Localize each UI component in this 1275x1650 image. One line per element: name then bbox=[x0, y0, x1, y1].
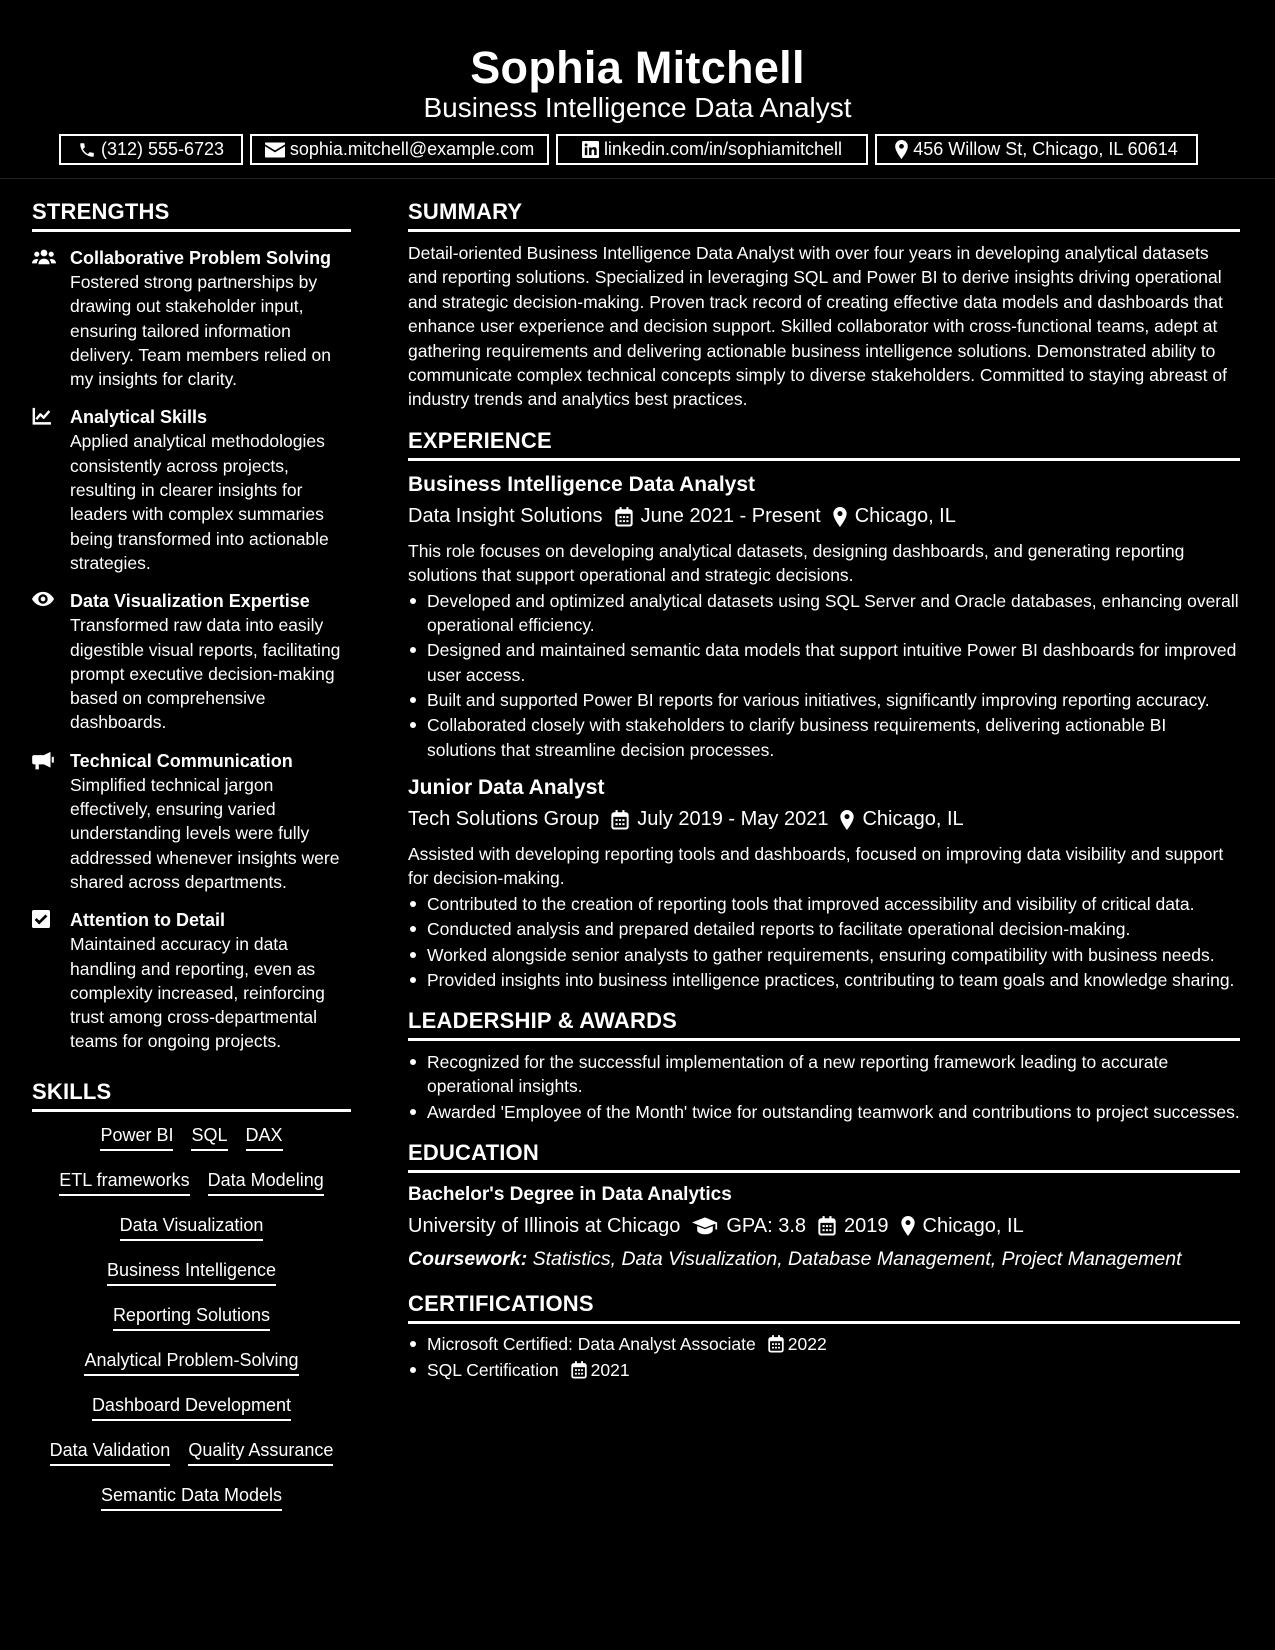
strength-title: Data Visualization Expertise bbox=[70, 591, 310, 612]
skill-tag: Dashboard Development bbox=[92, 1394, 291, 1421]
job-title: Business Intelligence Data Analyst bbox=[408, 472, 756, 496]
calendar-icon bbox=[571, 1361, 587, 1379]
experience-heading: EXPERIENCE bbox=[408, 428, 1240, 461]
strength-title: Attention to Detail bbox=[70, 910, 225, 931]
phone-text: (312) 555-6723 bbox=[100, 139, 225, 159]
job-bullets bbox=[408, 892, 1240, 992]
strength-desc: Simplified technical jargon effectively, ensuring varied understanding levels were fully addressed whenever insights were shared across departments. bbox=[70, 774, 340, 892]
edu-year: 2019 bbox=[844, 1214, 889, 1237]
leadership-heading: LEADERSHIP & AWARDS bbox=[408, 1008, 1240, 1041]
envelope-icon bbox=[265, 142, 285, 158]
skill-tag: Data Modeling bbox=[208, 1169, 324, 1196]
eye-icon bbox=[32, 591, 54, 607]
address-text: 456 Willow St, Chicago, IL 60614 bbox=[913, 139, 1178, 159]
contact-linkedin[interactable] bbox=[556, 134, 868, 165]
job-company: Tech Solutions Group bbox=[408, 808, 600, 831]
map-pin-icon bbox=[895, 140, 908, 159]
skill-tag: DAX bbox=[246, 1124, 283, 1151]
job-bullet: Collaborated closely with stakeholders to clarify business requirements, delivering actionable BI solutions that streamline decision processes. bbox=[408, 713, 1240, 762]
skill-tag: Semantic Data Models bbox=[101, 1484, 282, 1511]
job-bullets bbox=[408, 589, 1240, 762]
skill-tag: Quality Assurance bbox=[188, 1439, 333, 1466]
job-entry bbox=[408, 471, 1240, 762]
skill-tag: Data Validation bbox=[50, 1439, 171, 1466]
strength-item bbox=[32, 405, 351, 575]
certifications-heading: CERTIFICATIONS bbox=[408, 1291, 1240, 1324]
job-entry bbox=[408, 774, 1240, 992]
contact-phone[interactable] bbox=[59, 134, 243, 165]
edu-location: Chicago, IL bbox=[922, 1214, 1024, 1237]
contact-address[interactable] bbox=[875, 134, 1198, 165]
education-heading: EDUCATION bbox=[408, 1140, 1240, 1173]
job-dates: June 2021 - Present bbox=[640, 505, 821, 528]
header bbox=[0, 0, 1275, 179]
job-title: Junior Data Analyst bbox=[408, 775, 605, 799]
strength-desc: Applied analytical methodologies consistently across projects, resulting in clearer insights for leaders with complex summaries being transformed into actionable strategies. bbox=[70, 431, 329, 573]
job-bullet: Developed and optimized analytical datasets using SQL Server and Oracle databases, enhancing overall operational efficiency. bbox=[408, 589, 1240, 638]
job-bullet: Designed and maintained semantic data models that support intuitive Power BI dashboards for improved user access. bbox=[408, 638, 1240, 687]
cert-year: 2022 bbox=[787, 1334, 827, 1354]
users-icon bbox=[32, 248, 56, 266]
edu-degree: Bachelor's Degree in Data Analytics bbox=[408, 1184, 732, 1205]
map-pin-icon bbox=[840, 810, 854, 830]
megaphone-icon bbox=[32, 751, 54, 771]
calendar-icon bbox=[768, 1335, 784, 1353]
email-text: sophia.mitchell@example.com bbox=[289, 139, 535, 159]
summary-text: Detail-oriented Business Intelligence Data Analyst with over four years in developing analytical datasets and reporting solutions. Specialized in leveraging SQL and Power BI to derive insights driving operational and strategic decision-making. Proven track record of creating effective data models and dashboards that enhance user experience and decision support. Skilled collaborator with cross-functional teams, adept at gathering requirements and delivering actionable business intelligence solutions. Demonstrated ability to communicate complex technical concepts simply to diverse stakeholders. Committed to staying abreast of industry trends and analytics best practices. bbox=[408, 243, 1227, 410]
job-bullet: Worked alongside senior analysts to gather requirements, ensuring compatibility with business needs. bbox=[408, 943, 1240, 967]
skills-list bbox=[32, 1124, 351, 1529]
education-entry bbox=[408, 1183, 1240, 1273]
chart-line-icon bbox=[32, 407, 52, 425]
job-meta bbox=[408, 804, 1240, 836]
job-description: This role focuses on developing analytical datasets, designing dashboards, and generating reporting solutions that support operational and strategic decisions. bbox=[408, 540, 1185, 585]
job-location: Chicago, IL bbox=[854, 505, 956, 528]
skill-tag: Business Intelligence bbox=[107, 1259, 276, 1286]
job-description: Assisted with developing reporting tools and dashboards, focused on improving data visibility and support for decision-making. bbox=[408, 843, 1224, 888]
cert-name: Microsoft Certified: Data Analyst Associate bbox=[427, 1334, 756, 1354]
contact-email[interactable] bbox=[250, 134, 549, 165]
certifications-list bbox=[408, 1332, 1240, 1383]
strength-item bbox=[32, 589, 351, 734]
calendar-icon bbox=[611, 810, 629, 830]
summary-heading: SUMMARY bbox=[408, 199, 1240, 232]
map-pin-icon bbox=[833, 507, 847, 527]
cert-item bbox=[408, 1358, 1240, 1382]
right-column bbox=[408, 199, 1240, 1384]
contact-bar bbox=[59, 134, 1205, 165]
edu-meta bbox=[408, 1211, 1240, 1241]
strength-item bbox=[32, 749, 351, 894]
strength-title: Analytical Skills bbox=[70, 407, 208, 428]
job-bullet: Provided insights into business intelligence practices, contributing to team goals and knowledge sharing. bbox=[408, 968, 1240, 992]
skill-tag: SQL bbox=[191, 1124, 227, 1151]
job-company: Data Insight Solutions bbox=[408, 505, 603, 528]
skill-tag: Power BI bbox=[100, 1124, 173, 1151]
checkbox-icon bbox=[32, 910, 50, 928]
edu-coursework bbox=[408, 1245, 1240, 1273]
cert-item bbox=[408, 1332, 1240, 1356]
job-bullet: Contributed to the creation of reporting tools that improved accessibility and visibility of critical data. bbox=[408, 892, 1240, 916]
candidate-title: Business Intelligence Data Analyst bbox=[423, 92, 852, 123]
skill-tag: Data Visualization bbox=[120, 1214, 264, 1241]
left-column bbox=[32, 199, 351, 1529]
edu-school: University of Illinois at Chicago bbox=[408, 1214, 681, 1237]
leadership-bullets bbox=[408, 1050, 1240, 1124]
candidate-name: Sophia Mitchell bbox=[470, 42, 805, 93]
cert-year: 2021 bbox=[590, 1360, 630, 1381]
leadership-bullet: Awarded 'Employee of the Month' twice for outstanding teamwork and contributions to project successes. bbox=[408, 1100, 1240, 1124]
skills-heading: SKILLS bbox=[32, 1079, 351, 1112]
strengths-heading: STRENGTHS bbox=[32, 199, 351, 232]
calendar-icon bbox=[818, 1216, 836, 1236]
skill-tag: Reporting Solutions bbox=[113, 1304, 270, 1331]
skill-tag: ETL frameworks bbox=[59, 1169, 189, 1196]
map-pin-icon bbox=[901, 1216, 915, 1236]
coursework-label: Coursework: bbox=[408, 1248, 528, 1270]
graduation-cap-icon bbox=[692, 1216, 718, 1236]
job-meta bbox=[408, 501, 1240, 533]
edu-gpa: GPA: 3.8 bbox=[726, 1214, 807, 1237]
coursework-list: Statistics, Data Visualization, Database Management, Project Management bbox=[532, 1248, 1182, 1270]
strength-desc: Transformed raw data into easily digestible visual reports, facilitating prompt executive decision-making based on comprehensive dashboards. bbox=[70, 615, 341, 733]
cert-name: SQL Certification bbox=[427, 1360, 559, 1381]
phone-icon bbox=[78, 141, 96, 159]
strength-item bbox=[32, 246, 351, 391]
job-location: Chicago, IL bbox=[862, 808, 964, 831]
strength-title: Collaborative Problem Solving bbox=[70, 248, 332, 268]
strength-item bbox=[32, 908, 351, 1053]
strength-desc: Fostered strong partnerships by drawing out stakeholder input, ensuring tailored information delivery. Team members relied on my insights for clarity. bbox=[70, 272, 331, 390]
strength-title: Technical Communication bbox=[70, 750, 293, 771]
linkedin-text: linkedin.com/in/sophiamitchell bbox=[603, 139, 843, 159]
calendar-icon bbox=[615, 507, 633, 527]
linkedin-icon bbox=[582, 141, 599, 158]
job-bullet: Conducted analysis and prepared detailed reports to facilitate operational decision-making. bbox=[408, 917, 1240, 941]
job-bullet: Built and supported Power BI reports for various initiatives, significantly improving reporting accuracy. bbox=[408, 688, 1240, 712]
job-dates: July 2019 - May 2021 bbox=[637, 808, 829, 831]
leadership-bullet: Recognized for the successful implementation of a new reporting framework leading to accurate operational insights. bbox=[408, 1050, 1240, 1099]
skill-tag: Analytical Problem-Solving bbox=[84, 1349, 298, 1376]
strength-desc: Maintained accuracy in data handling and reporting, even as complexity increased, reinforcing trust among cross-departmental teams for ongoing projects. bbox=[70, 934, 325, 1052]
